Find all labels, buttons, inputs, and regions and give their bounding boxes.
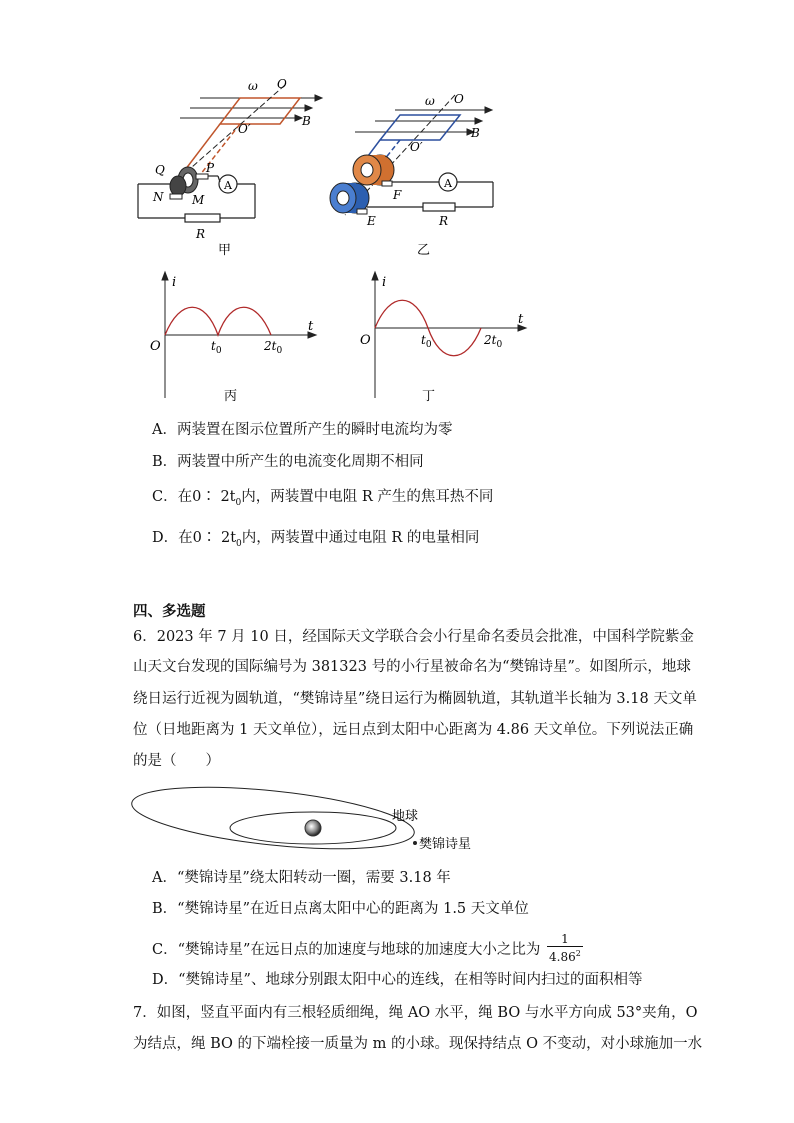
- figure-bing-graph: [140, 268, 330, 408]
- q7-line-1: 7．如图，竖直平面内有三根轻质细绳，绳 AO 水平，绳 BO 与水平方向成 53°夹角，O: [133, 1005, 698, 1021]
- q5-option-b: B．两装置中所产生的电流变化周期不相同: [152, 454, 424, 470]
- origin-label-bing: O: [150, 339, 161, 354]
- q6-option-b: B．“樊锦诗星”在近日点离太阳中心的距离为 1.5 天文单位: [152, 901, 529, 917]
- caption-jia: 甲: [218, 243, 232, 258]
- figure-ding-graph: [350, 268, 540, 408]
- label-R-yi: R: [439, 214, 449, 228]
- origin-label-ding: O: [360, 333, 371, 348]
- q5-option-c: C．在0∶ $2t_0$内，两装置中电阻 R 产生的焦耳热不同: [152, 489, 494, 508]
- asteroid-dot: [413, 841, 417, 845]
- label-M: M: [192, 193, 205, 207]
- q5-option-d: D．在0∶ $2t_0$内，两装置中通过电阻 R 的电量相同: [152, 530, 480, 549]
- axis-Oprime-label-jia: O′: [238, 122, 251, 136]
- axis-t-label-ding: t: [518, 312, 524, 327]
- axis-i-label-ding: i: [382, 275, 387, 290]
- axis-t-label-bing: t: [308, 319, 314, 334]
- q6-line-4: 位（日地距离为 1 天文单位），远日点到太阳中心距离为 4.86 天文单位。下列说法正确: [133, 722, 694, 738]
- label-R-jia: R: [196, 227, 206, 241]
- q6-option-a: A．“樊锦诗星”绕太阳转动一圈，需要 3.18 年: [152, 870, 451, 886]
- q6-line-1: 6．2023 年 7 月 10 日，经国际天文学联合会小行星命名委员会批准，中国科学院紫金: [133, 629, 694, 645]
- q6-option-d: D．“樊锦诗星”、地球分别跟太阳中心的连线，在相等时间内扫过的面积相等: [152, 972, 643, 988]
- label-earth: 地球: [392, 809, 419, 824]
- sun-icon: [305, 820, 321, 836]
- label-asteroid: 樊锦诗星: [419, 837, 472, 852]
- section-title: 四、多选题: [133, 603, 206, 620]
- orbit-figure: [128, 785, 488, 857]
- figure-yi: [325, 85, 515, 260]
- label-P: P: [206, 161, 215, 175]
- axis-O-label-yi: O: [454, 92, 464, 106]
- ammeter-label-yi: A: [444, 177, 452, 190]
- q7-line-2: 为结点，绳 BO 的下端栓接一质量为 m 的小球。现保持结点 O 不变动，对小球施加一水: [133, 1036, 703, 1052]
- label-F: F: [393, 188, 402, 202]
- label-Q: Q: [155, 163, 165, 177]
- ammeter-label-jia: A: [224, 179, 232, 192]
- label-E: E: [367, 214, 376, 228]
- q6-line-5: 的是（ ）: [133, 753, 220, 769]
- axis-i-label-bing: i: [172, 275, 177, 290]
- axis-Oprime-label-yi: O′: [410, 140, 423, 154]
- figure-jia: [130, 70, 330, 260]
- label-N: N: [153, 190, 164, 204]
- q6-option-c: C．“樊锦诗星”在远日点的加速度与地球的加速度大小之比为 $\frac{1}{4.86^2}$: [152, 932, 581, 964]
- omega-label-yi: ω: [425, 94, 435, 108]
- tick-t0-ding: $t_0$: [421, 333, 432, 350]
- caption-bing: 丙: [224, 389, 238, 404]
- axis-O-label-jia: O: [277, 77, 287, 91]
- field-B-label-yi: B: [471, 126, 480, 140]
- caption-yi: 乙: [417, 243, 431, 258]
- field-B-label-jia: B: [302, 114, 311, 128]
- tick-2t0-ding: $2t_0$: [484, 333, 503, 350]
- omega-label-jia: ω: [248, 79, 258, 93]
- q5-option-a: A．两装置在图示位置所产生的瞬时电流均为零: [152, 422, 453, 438]
- tick-t0-bing: $t_0$: [211, 339, 222, 356]
- q6-line-3: 绕日运行近视为圆轨道，“樊锦诗星”绕日运行为椭圆轨道，其轨道半长轴为 3.18 天文单: [133, 691, 697, 707]
- tick-2t0-bing: $2t_0$: [264, 339, 283, 356]
- q6-line-2: 山天文台发现的国际编号为 381323 号的小行星被命名为“樊锦诗星”。如图所示，地球: [133, 659, 691, 675]
- caption-ding: 丁: [422, 389, 436, 404]
